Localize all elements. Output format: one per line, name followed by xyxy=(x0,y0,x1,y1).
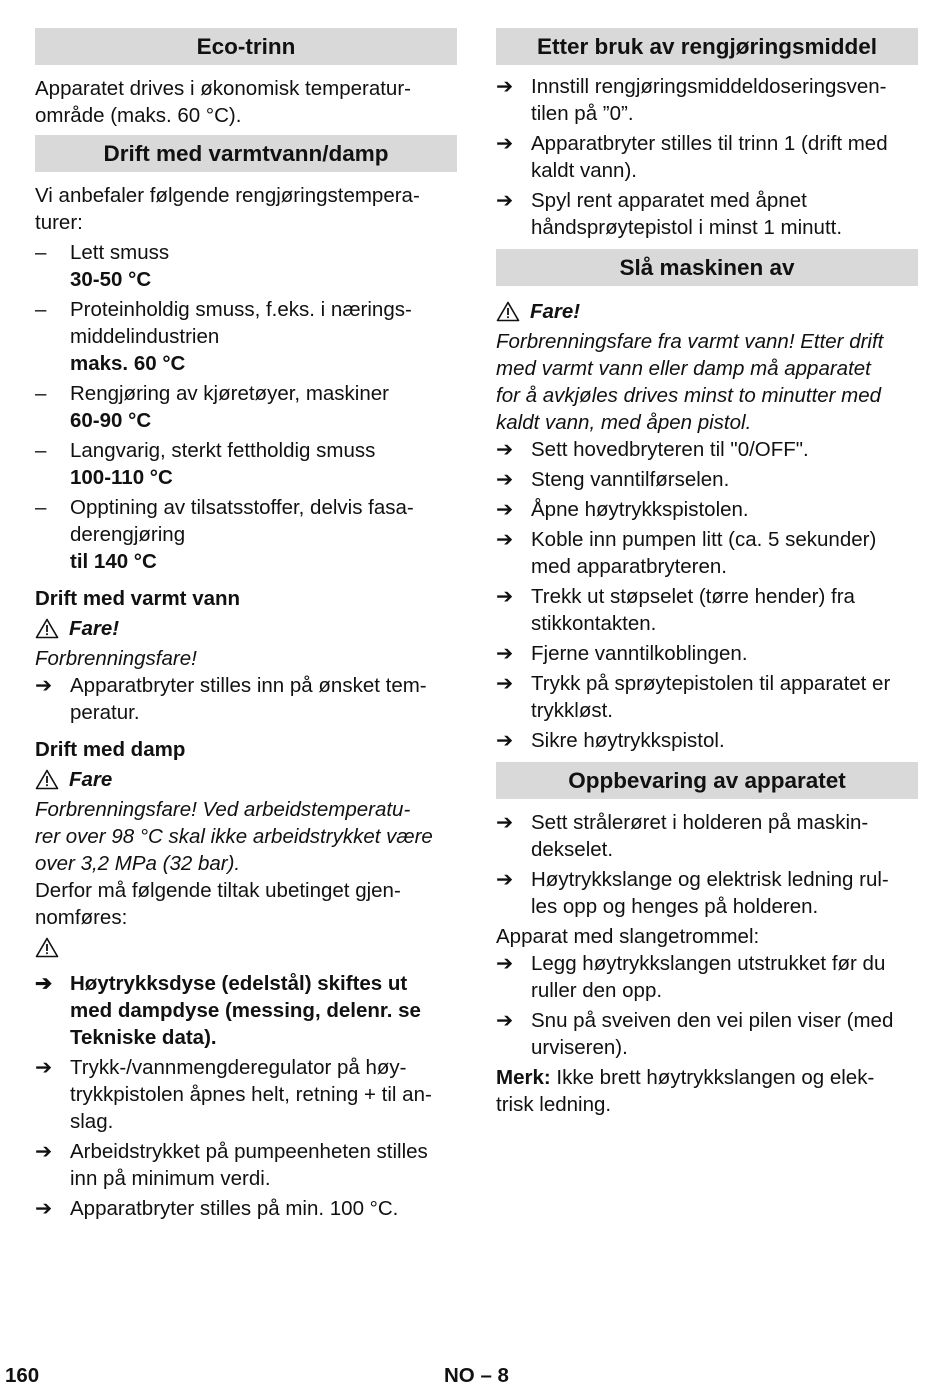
steam-warning xyxy=(35,796,457,877)
step-text: Høytrykksdyse (edelstål) skiftes ut xyxy=(70,972,408,995)
step-text: Sett hovedbryteren til "0/OFF". xyxy=(531,438,809,461)
step-text: Snu på sveiven den vei pilen viser (med xyxy=(531,1009,894,1032)
step xyxy=(35,672,457,726)
arrow-right-icon: ➔ xyxy=(496,672,514,695)
arrow-right-icon: ➔ xyxy=(35,1197,53,1220)
warning-text: rer over 98 °C skal ikke arbeidstrykket være xyxy=(35,825,433,848)
list-item-text: derengjøring xyxy=(70,523,186,546)
arrow-right-icon: ➔ xyxy=(496,438,514,461)
step-text: tilen på ”0”. xyxy=(531,102,634,125)
step xyxy=(496,187,918,241)
list-item-text: middelindustrien xyxy=(70,325,220,348)
step-text: Koble inn pumpen litt (ca. 5 sekunder) xyxy=(531,528,877,551)
arrow-right-icon: ➔ xyxy=(496,132,514,155)
danger-label xyxy=(496,298,918,325)
text-line: nomføres: xyxy=(35,906,128,929)
text-line: Apparatet drives i økonomisk temperatur- xyxy=(35,77,411,100)
text-line: turer: xyxy=(35,211,83,234)
step-text: med apparatbryteren. xyxy=(531,555,728,578)
arrow-right-icon: ➔ xyxy=(35,1056,53,1079)
arrow-right-icon: ➔ xyxy=(496,468,514,491)
section-footer: NO – 8 xyxy=(444,1364,509,1387)
step xyxy=(496,950,918,1004)
step-text: Tekniske data). xyxy=(70,1026,217,1049)
subheading-steam: Drift med damp xyxy=(35,738,186,761)
step xyxy=(35,970,457,1051)
step-text: Sett strålerøret i holderen på maskin- xyxy=(531,811,869,834)
left-column xyxy=(35,28,457,1222)
warning-triangle-icon xyxy=(496,301,520,322)
step-text: Trykk-/vannmengderegulator på høy- xyxy=(70,1056,407,1079)
list-item xyxy=(35,296,457,377)
step-text: Trekk ut støpselet (tørre hender) fra xyxy=(531,585,855,608)
list-item xyxy=(35,380,457,434)
eco-paragraph xyxy=(35,75,457,129)
arrow-right-icon: ➔ xyxy=(496,811,514,834)
note-text: Ikke brett høytrykkslangen og elek- xyxy=(556,1066,875,1089)
step xyxy=(496,640,918,667)
temperature-list xyxy=(35,239,457,575)
drum-label: Apparat med slangetrommel: xyxy=(496,925,760,948)
step-text: Innstill rengjøringsmiddeldoseringsven- xyxy=(531,75,887,98)
list-item-text: Proteinholdig smuss, f.eks. i nærings- xyxy=(70,298,412,321)
temperature-value: maks. 60 °C xyxy=(70,352,186,375)
step xyxy=(496,583,918,637)
arrow-right-icon: ➔ xyxy=(496,75,514,98)
temperature-value: til 140 °C xyxy=(70,550,157,573)
step xyxy=(496,727,918,754)
arrow-right-icon: ➔ xyxy=(496,585,514,608)
note-text: trisk ledning. xyxy=(496,1093,612,1116)
warning-triangle-icon xyxy=(35,937,59,958)
step-text: kaldt vann). xyxy=(531,159,637,182)
arrow-right-icon: ➔ xyxy=(35,674,53,697)
step-text: les opp og henges på holderen. xyxy=(531,895,819,918)
section-heading-storage: Oppbevaring av apparatet xyxy=(496,762,918,799)
step xyxy=(35,1138,457,1192)
page-number: 160 xyxy=(5,1364,40,1387)
step-text: trykkpistolen åpnes helt, retning + til an- xyxy=(70,1083,432,1106)
step xyxy=(496,1007,918,1061)
list-item xyxy=(35,239,457,293)
warning-triangle-icon xyxy=(35,769,59,790)
section-heading-switch-off: Slå maskinen av xyxy=(496,249,918,286)
step xyxy=(496,670,918,724)
step-text: ruller den opp. xyxy=(531,979,663,1002)
list-item-text: Rengjøring av kjøretøyer, maskiner xyxy=(70,382,389,405)
list-item xyxy=(35,437,457,491)
step xyxy=(496,526,918,580)
text-line: område (maks. 60 °C). xyxy=(35,104,242,127)
list-item xyxy=(35,494,457,575)
step xyxy=(496,466,918,493)
danger-label xyxy=(35,615,457,642)
step xyxy=(496,130,918,184)
step-text: Sikre høytrykkspistol. xyxy=(531,729,725,752)
step-text: stikkontakten. xyxy=(531,612,657,635)
list-item-text: Lett smuss xyxy=(70,241,170,264)
step-text: Høytrykkslange og elektrisk ledning rul- xyxy=(531,868,889,891)
temperature-value: 100-110 °C xyxy=(70,466,173,489)
step xyxy=(496,496,918,523)
temperature-value: 30-50 °C xyxy=(70,268,152,291)
list-item-text: Opptining av tilsatsstoffer, delvis fasa- xyxy=(70,496,414,519)
warning-text: med varmt vann eller damp må apparatet xyxy=(496,357,871,380)
warning-text: Forbrenningsfare fra varmt vann! Etter drift xyxy=(496,330,884,353)
danger-text: Fare xyxy=(69,768,113,791)
arrow-right-icon: ➔ xyxy=(496,952,514,975)
list-item-text: Langvarig, sterkt fettholdig smuss xyxy=(70,439,376,462)
step-text: Apparatbryter stilles på min. 100 °C. xyxy=(70,1197,399,1220)
dash-bullet: – xyxy=(35,382,47,405)
step-text: Åpne høytrykkspistolen. xyxy=(531,498,749,521)
step-text: Trykk på sprøytepistolen til apparatet er xyxy=(531,672,891,695)
step-text: med dampdyse (messing, delenr. se xyxy=(70,999,421,1022)
step xyxy=(35,1054,457,1135)
step xyxy=(496,73,918,127)
step xyxy=(35,1195,457,1222)
arrow-right-icon: ➔ xyxy=(496,1009,514,1032)
warning-text: Forbrenningsfare! Ved arbeidstemperatu- xyxy=(35,798,411,821)
text-line: Vi anbefaler følgende rengjøringstempera- xyxy=(35,184,420,207)
step-text: inn på minimum verdi. xyxy=(70,1167,271,1190)
arrow-right-icon: ➔ xyxy=(35,972,53,995)
warning-triangle-icon xyxy=(35,618,59,639)
dash-bullet: – xyxy=(35,496,47,519)
danger-text: Fare! xyxy=(530,300,581,323)
right-column xyxy=(496,28,918,1118)
danger-label xyxy=(35,766,457,793)
temperature-value: 60-90 °C xyxy=(70,409,152,432)
arrow-right-icon: ➔ xyxy=(496,642,514,665)
section-heading-after-detergent: Etter bruk av rengjøringsmiddel xyxy=(496,28,918,65)
step-text: Apparatbryter stilles til trinn 1 (drift med xyxy=(531,132,888,155)
step-text: Legg høytrykkslangen utstrukket før du xyxy=(531,952,886,975)
arrow-right-icon: ➔ xyxy=(496,729,514,752)
switch-off-warning xyxy=(496,328,918,436)
danger-text: Fare! xyxy=(69,617,120,640)
step-text: Spyl rent apparatet med åpnet xyxy=(531,189,807,212)
step-text: peratur. xyxy=(70,701,140,724)
temperature-intro xyxy=(35,182,457,236)
step xyxy=(496,436,918,463)
section-heading-hot-water-steam: Drift med varmtvann/damp xyxy=(35,135,457,172)
step-text: Apparatbryter stilles inn på ønsket tem- xyxy=(70,674,427,697)
warning-text: for å avkjøles drives minst to minutter med xyxy=(496,384,882,407)
dash-bullet: – xyxy=(35,298,47,321)
dash-bullet: – xyxy=(35,241,47,264)
step xyxy=(496,809,918,863)
step-text: Fjerne vanntilkoblingen. xyxy=(531,642,748,665)
subheading-hot-water: Drift med varmt vann xyxy=(35,587,241,610)
note-label: Merk: xyxy=(496,1066,551,1089)
step-text: trykkløst. xyxy=(531,699,613,722)
step-text: slag. xyxy=(70,1110,114,1133)
arrow-right-icon: ➔ xyxy=(496,189,514,212)
warning-text: over 3,2 MPa (32 bar). xyxy=(35,852,241,875)
arrow-right-icon: ➔ xyxy=(35,1140,53,1163)
step-text: Steng vanntilførselen. xyxy=(531,468,730,491)
text-line: Derfor må følgende tiltak ubetinget gjen- xyxy=(35,879,401,902)
arrow-right-icon: ➔ xyxy=(496,868,514,891)
step-text: dekselet. xyxy=(531,838,614,861)
warning-text: Forbrenningsfare! xyxy=(35,647,197,670)
section-heading-eco: Eco-trinn xyxy=(35,28,457,65)
arrow-right-icon: ➔ xyxy=(496,498,514,521)
step-text: urviseren). xyxy=(531,1036,628,1059)
warning-text: kaldt vann, med åpen pistol. xyxy=(496,411,752,434)
step-text: håndsprøytepistol i minst 1 minutt. xyxy=(531,216,843,239)
warning-standalone xyxy=(35,937,457,967)
note xyxy=(496,1064,918,1118)
step-text: Arbeidstrykket på pumpeenheten stilles xyxy=(70,1140,428,1163)
arrow-right-icon: ➔ xyxy=(496,528,514,551)
dash-bullet: – xyxy=(35,439,47,462)
step xyxy=(496,866,918,920)
steam-note xyxy=(35,877,457,931)
